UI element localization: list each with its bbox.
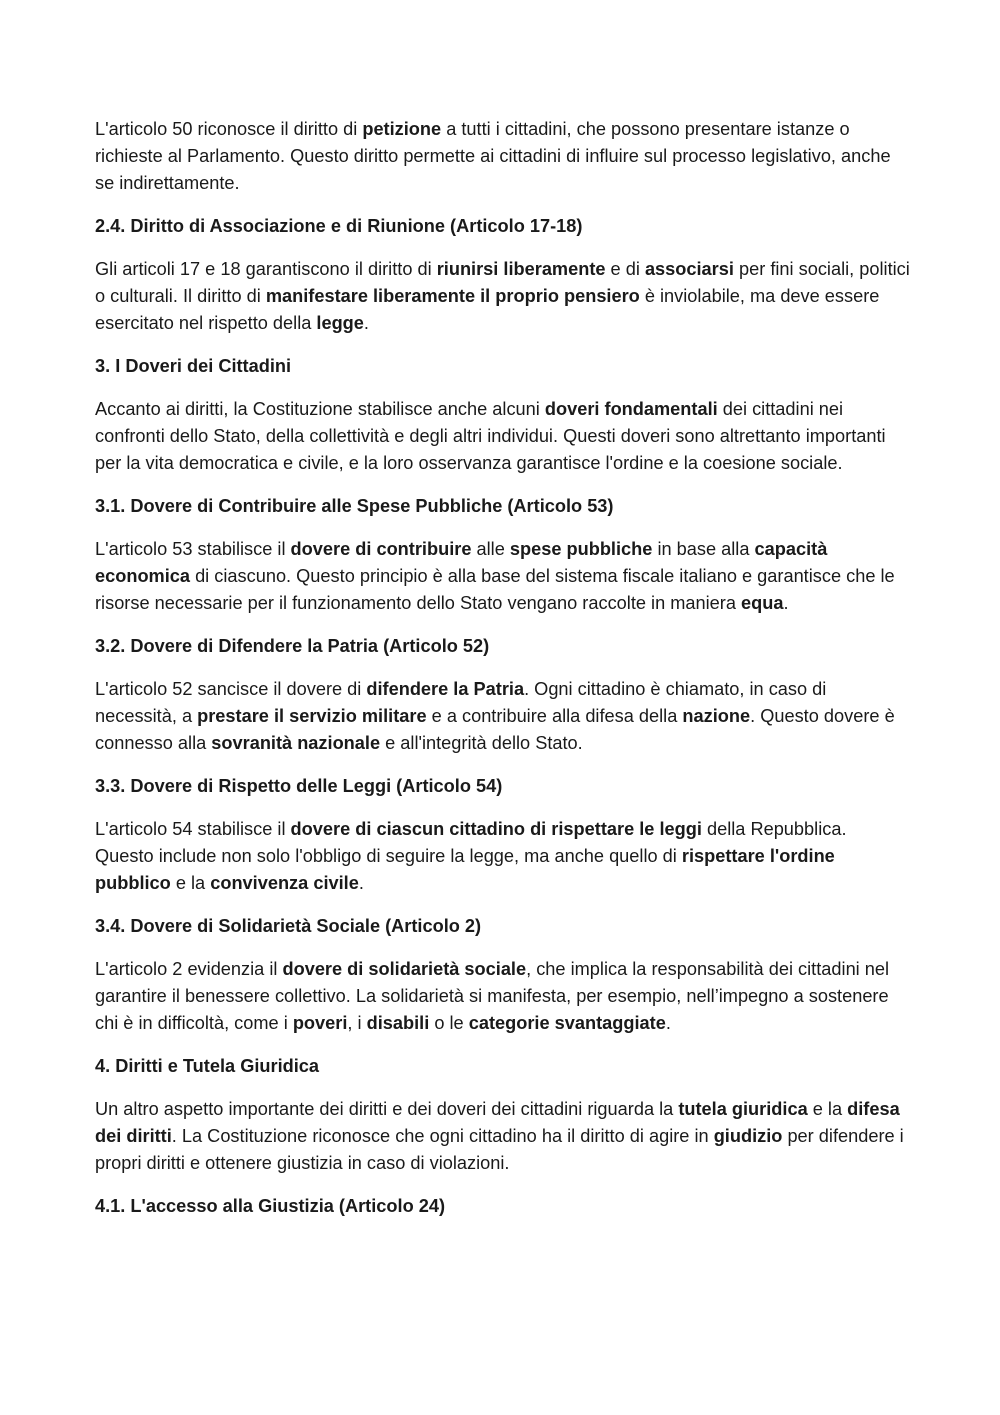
text-run: L'articolo 2 evidenzia il [95,959,283,979]
bold-term: riunirsi liberamente [436,259,606,279]
bold-term: legge [316,313,364,333]
text-run: di ciascuno. Questo principio è alla base del sistema fiscale italiano e garantisce che le risorse necessarie per il funzionamento dello Stato vengano raccolte in maniera [95,566,895,613]
paragraph [95,536,910,617]
bold-term: dovere di solidarietà sociale [282,959,527,979]
text-run: Accanto ai diritti, la Costituzione stabilisce anche alcuni [95,399,545,419]
bold-term: doveri fondamentali [544,399,718,419]
bold-term: disabili [366,1013,430,1033]
section-heading [95,213,910,240]
bold-term: dovere di contribuire [290,539,472,559]
paragraph [95,1096,910,1177]
bold-term: poveri [292,1013,348,1033]
paragraph [95,396,910,477]
text-run: Gli articoli 17 e 18 garantiscono il diritto di [95,259,437,279]
paragraph [95,956,910,1037]
text-run: 3. I Doveri dei Cittadini [95,356,292,376]
bold-term: associarsi [644,259,734,279]
bold-term: rispettare l'ordine pubblico [95,846,835,893]
text-run: e di [605,259,645,279]
text-run: e all'integrità dello Stato. [380,733,583,753]
bold-term: dovere di ciascun cittadino di rispettare le leggi [290,819,702,839]
bold-term: manifestare liberamente il proprio pensiero [265,286,640,306]
text-run: e la [170,873,211,893]
text-run: 3.4. Dovere di Solidarietà Sociale (Articolo 2) [95,916,482,936]
section-heading [95,773,910,800]
section-heading [95,493,910,520]
paragraph [95,676,910,757]
document-page [95,116,910,1236]
section-heading [95,633,910,660]
text-run: per fini sociali, politici o culturali. Il diritto di [95,259,910,306]
text-run: Un altro aspetto importante dei diritti e dei doveri dei cittadini riguarda la [95,1099,679,1119]
section-heading [95,353,910,380]
text-run: . [358,873,364,893]
bold-term: giudizio [713,1126,783,1146]
bold-term: categorie svantaggiate [468,1013,666,1033]
paragraph [95,116,910,197]
bold-term: spese pubbliche [509,539,653,559]
text-run: è inviolabile, ma deve essere esercitato nel rispetto della [95,286,880,333]
text-run: 3.3. Dovere di Rispetto delle Leggi (Articolo 54) [95,776,503,796]
bold-term: convivenza civile [210,873,359,893]
text-run: , che implica la responsabilità dei cittadini nel garantire il benessere collettivo. La solidarietà si manifesta, per esempio, nell’impegno a sostenere chi è in difficoltà, come i [95,959,890,1033]
bold-term: sovranità nazionale [211,733,381,753]
text-run: della Repubblica. Questo include non solo l'obbligo di seguire la legge, ma anche quello di [95,819,847,866]
text-run: 4.1. L'accesso alla Giustizia (Articolo 24) [95,1196,446,1216]
bold-term: nazione [682,706,751,726]
text-run: . [665,1013,671,1033]
bold-term: prestare il servizio militare [197,706,427,726]
text-run: e la [807,1099,848,1119]
section-heading [95,913,910,940]
text-run: 3.2. Dovere di Difendere la Patria (Articolo 52) [95,636,490,656]
section-heading [95,1193,910,1220]
paragraph [95,256,910,337]
text-run: . [363,313,369,333]
bold-term: petizione [362,119,442,139]
bold-term: capacità economica [95,539,828,586]
text-run: . Ogni cittadino è chiamato, in caso di necessità, a [95,679,827,726]
bold-term: tutela giuridica [678,1099,808,1119]
text-run: L'articolo 54 stabilisce il [95,819,291,839]
bold-term: difesa dei diritti [95,1099,900,1146]
text-run: L'articolo 52 sancisce il dovere di [95,679,367,699]
bold-term: difendere la Patria [366,679,525,699]
text-run: L'articolo 53 stabilisce il [95,539,291,559]
text-run: o le [429,1013,469,1033]
text-run: . Questo dovere è connesso alla [95,706,895,753]
section-heading [95,1053,910,1080]
text-run: in base alla [652,539,755,559]
text-run: , i [347,1013,367,1033]
text-run: 2.4. Diritto di Associazione e di Riunione (Articolo 17-18) [95,216,583,236]
text-run: . La Costituzione riconosce che ogni cittadino ha il diritto di agire in [171,1126,714,1146]
text-run: 3.1. Dovere di Contribuire alle Spese Pubbliche (Articolo 53) [95,496,614,516]
text-run: alle [471,539,510,559]
text-run: 4. Diritti e Tutela Giuridica [95,1056,320,1076]
text-run: e a contribuire alla difesa della [426,706,683,726]
text-run: per difendere i propri diritti e ottenere giustizia in caso di violazioni. [95,1126,904,1173]
text-run: a tutti i cittadini, che possono presentare istanze o richieste al Parlamento. Questo diritto permette ai cittadini di influire sul processo legislativo, anche se indirettamente. [95,119,891,193]
bold-term: equa [741,593,784,613]
text-run: dei cittadini nei confronti dello Stato, della collettività e degli altri individui. Questi doveri sono altrettanto importanti per la vita democratica e civile, e la loro osservanza garantisce l'ordine e la coesione sociale. [95,399,886,473]
text-run: L'articolo 50 riconosce il diritto di [95,119,363,139]
text-run: . [783,593,789,613]
paragraph [95,816,910,897]
